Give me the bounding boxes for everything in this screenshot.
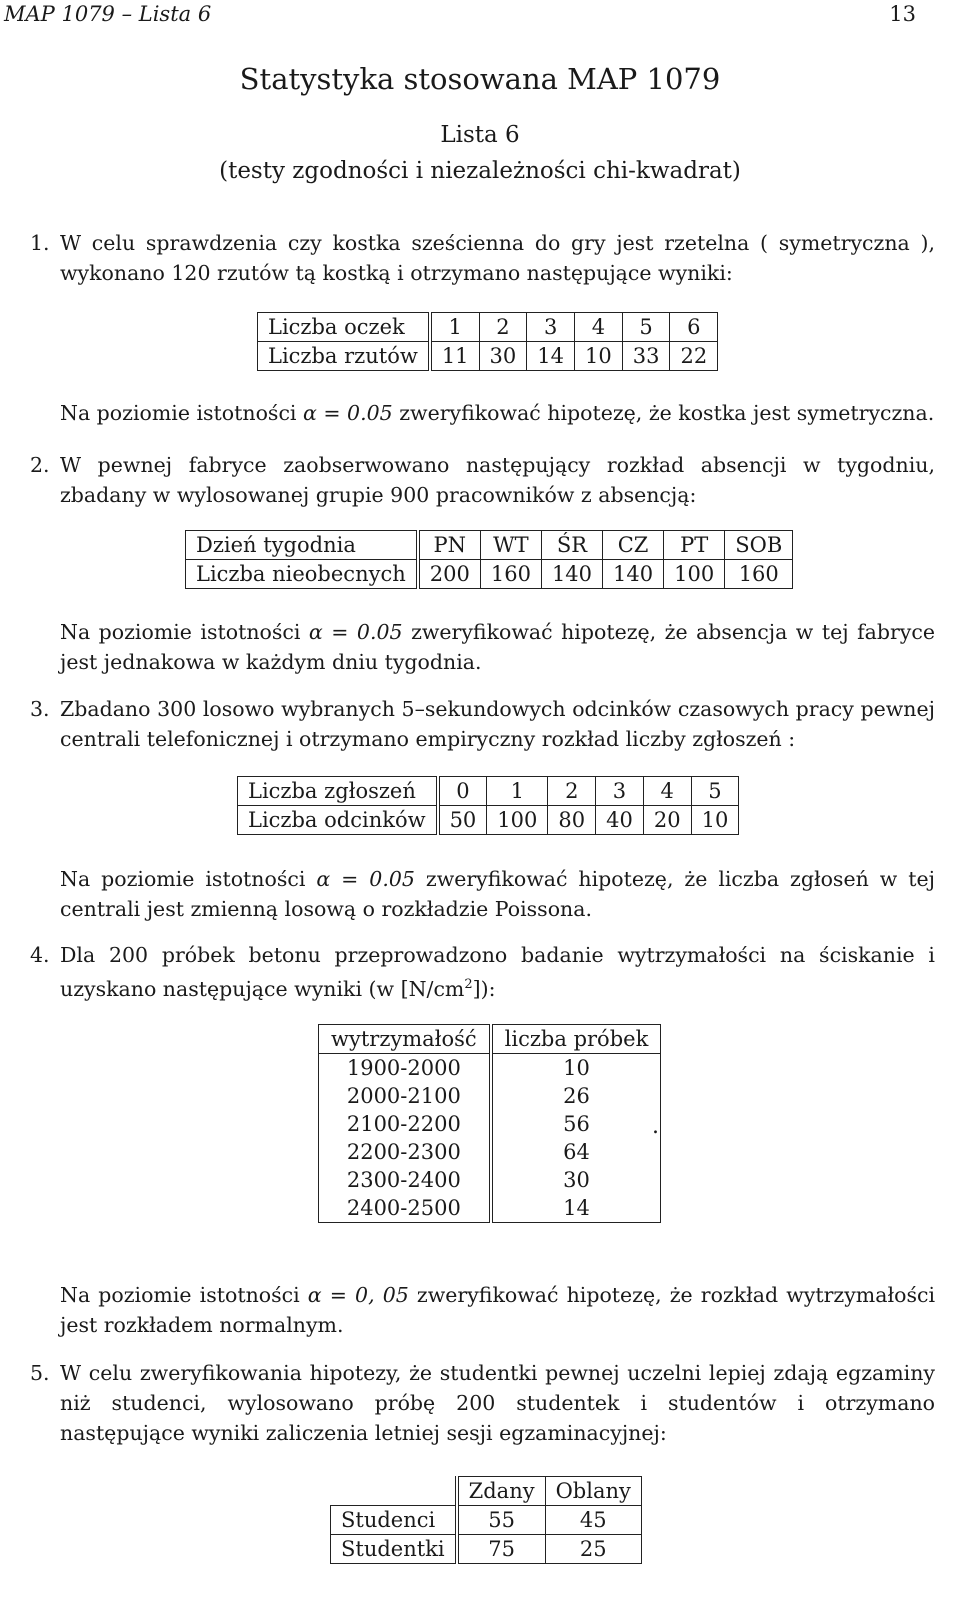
row-label: Studentki [331,1535,457,1564]
problem-1-body: W celu sprawdzenia czy kostka sześcienna do gry jest rzetelna ( symetryczna ), wykonano 120 rzutów tą kostką i otrzymano następujące wyniki: [60,231,935,285]
alpha-math: α = 0.05 [303,401,393,425]
table-cell: 30 [491,1166,661,1194]
table-cell: 4 [575,313,623,342]
table-cell: 3 [527,313,575,342]
table-row [331,1535,642,1564]
table-header-row [319,1025,661,1054]
table-cell: 20 [643,806,691,835]
column-header: Oblany [545,1477,641,1506]
table-cell: 25 [545,1535,641,1564]
table-cell: 160 [725,560,793,589]
table-cell: 40 [596,806,644,835]
page-number: 13 [889,2,916,26]
table-cell: 22 [670,342,718,371]
problem-2-text: 2. W pewnej fabryce zaobserwowano następujący rozkład absencji w tygodniu, zbadany w wylosowanej grupie 900 pracowników z absencją: [30,453,935,507]
table-row [319,1110,661,1138]
table-cell: 2000-2100 [319,1082,491,1110]
table-cell: 4 [643,777,691,806]
table-row [319,1054,661,1083]
column-header: wytrzymałość [319,1025,491,1054]
question-suffix: zweryfikować hipotezę, że absencja w tej fabryce jest jednakowa w każdym dniu tygodnia. [60,620,935,674]
problem-4-text: 4. Dla 200 próbek betonu przeprowadzono badanie wytrzymałości na ściskanie i uzyskano następujące wyniki (w $[N/cm^2]$): [30,943,935,1001]
table-cell: 1900-2000 [319,1054,491,1083]
table-cell: 3 [596,777,644,806]
problem-2-question [60,617,935,677]
problem-4-table [318,1024,661,1223]
table-cell: 140 [603,560,664,589]
table-cell: 2300-2400 [319,1166,491,1194]
table-cell: 2400-2500 [319,1194,491,1223]
table-cell: WT [480,531,541,560]
running-head: MAP 1079 – Lista 6 [4,2,212,26]
table-row [186,560,793,589]
table-row [258,342,718,371]
table-cell: 14 [491,1194,661,1223]
table-cell: 160 [480,560,541,589]
question-prefix: Na poziomie istotności [60,401,303,425]
problem-5-text: 5. W celu zweryfikowania hipotezy, że studentki pewnej uczelni lepiej zdają egzaminy niż studenci, wylosowano próbę 200 studentek i studentów i otrzymano następujące wyniki zaliczenia letniej sesji egzaminacyjnej: [30,1361,935,1445]
table-cell: 11 [430,342,479,371]
row-label: Liczba odcinków [238,806,438,835]
question-suffix: zweryfikować hipotezę, że kostka jest symetryczna. [392,401,935,425]
table-row [331,1506,642,1535]
superscript: 2 [464,977,473,992]
problem-3-question [60,864,935,924]
subtitle-line-1: Lista 6 [440,122,520,148]
row-label: Dzień tygodnia [186,531,418,560]
empty-corner [331,1477,457,1506]
table-cell: 1 [487,777,548,806]
table-cell: 45 [545,1506,641,1535]
problem-4-body-pre: Dla 200 próbek betonu przeprowadzono badanie wytrzymałości na ściskanie i uzyskano następujące wyniki (w [N/cm [60,943,935,1001]
table-cell: 14 [527,342,575,371]
table-cell: 50 [438,806,487,835]
table-cell: ŚR [541,531,602,560]
problem-4-question [60,1280,935,1340]
page-header [4,2,916,30]
table-cell: 5 [622,313,670,342]
table-cell: 26 [491,1082,661,1110]
table-cell: 80 [548,806,596,835]
table-row [319,1082,661,1110]
table-cell: SOB [725,531,793,560]
problem-1-table [257,312,718,371]
question-suffix: zweryfikować hipotezę, że liczba zgłoseń w tej centrali jest zmienną losową o rozkładzie Poissona. [60,867,935,921]
table-cell: 33 [622,342,670,371]
problem-2-table [185,530,793,589]
table-cell: 64 [491,1138,661,1166]
table-cell: CZ [603,531,664,560]
table-cell: 5 [691,777,739,806]
table-row [319,1166,661,1194]
column-header: Zdany [457,1477,545,1506]
table-cell: PN [418,531,481,560]
table-row [319,1194,661,1223]
problem-3-table [237,776,739,835]
problem-4-body-post: ]): [472,976,496,1001]
problem-3-body: Zbadano 300 losowo wybranych 5–sekundowych odcinków czasowych pracy pewnej centrali telefonicznej i otrzymano empiryczny rozkład liczby zgłoszeń : [60,697,935,751]
table-cell: 75 [457,1535,545,1564]
table-cell: 2100-2200 [319,1110,491,1138]
table-cell: 200 [418,560,481,589]
table-cell: 140 [541,560,602,589]
table-cell: 100 [664,560,725,589]
table-row [238,777,739,806]
document-title: Statystyka stosowana MAP 1079 [239,62,721,96]
problem-2-body: W pewnej fabryce zaobserwowano następujący rozkład absencji w tygodniu, zbadany w wylosowanej grupie 900 pracowników z absencją: [60,453,935,507]
table-cell: 10 [575,342,623,371]
table-cell: 10 [691,806,739,835]
subtitle-line-2: (testy zgodności i niezależności chi-kwadrat) [219,158,741,184]
problem-1-question [60,398,935,428]
table-cell: 56 [491,1110,661,1138]
table-cell: 0 [438,777,487,806]
table-cell: 2 [548,777,596,806]
table-row [186,531,793,560]
alpha-math: α = 0.05 [316,867,415,891]
alpha-math: α = 0.05 [308,620,403,644]
table-cell: 6 [670,313,718,342]
problem-5-body: W celu zweryfikowania hipotezy, że studentki pewnej uczelni lepiej zdają egzaminy niż studenci, wylosowano próbę 200 studentek i studentów i otrzymano następujące wyniki zaliczenia letniej sesji egzaminacyjnej: [60,1361,935,1445]
problem-1-text: 1. W celu sprawdzenia czy kostka sześcienna do gry jest rzetelna ( symetryczna ), wykonano 120 rzutów tą kostką i otrzymano następujące wyniki: [30,231,935,285]
table-cell: 30 [479,342,527,371]
question-prefix: Na poziomie istotności [60,620,309,644]
row-label: Studenci [331,1506,457,1535]
table-cell: 100 [487,806,548,835]
question-prefix: Na poziomie istotności [60,1283,308,1307]
table-cell: 10 [491,1054,661,1083]
problem-3-text: 3. Zbadano 300 losowo wybranych 5–sekundowych odcinków czasowych pracy pewnej centrali telefonicznej i otrzymano empiryczny rozkład liczby zgłoszeń : [30,697,935,751]
table-cell: 2200-2300 [319,1138,491,1166]
question-prefix: Na poziomie istotności [60,867,317,891]
row-label: Liczba nieobecnych [186,560,418,589]
table-row [238,806,739,835]
row-label: Liczba rzutów [258,342,430,371]
column-header: liczba próbek [491,1025,661,1054]
problem-5-table [330,1476,642,1564]
table-cell: 55 [457,1506,545,1535]
document-subtitle [0,117,960,189]
trailing-dot: . [652,1114,659,1139]
table-cell: PT [664,531,725,560]
row-label: Liczba oczek [258,313,430,342]
table-cell: 2 [479,313,527,342]
table-row [319,1138,661,1166]
row-label: Liczba zgłoszeń [238,777,438,806]
alpha-math: α = 0, 05 [307,1283,409,1307]
table-row [258,313,718,342]
table-cell: 1 [430,313,479,342]
table-header-row [331,1477,642,1506]
question-suffix: zweryfikować hipotezę, że rozkład wytrzymałości jest rozkładem normalnym. [60,1283,936,1337]
